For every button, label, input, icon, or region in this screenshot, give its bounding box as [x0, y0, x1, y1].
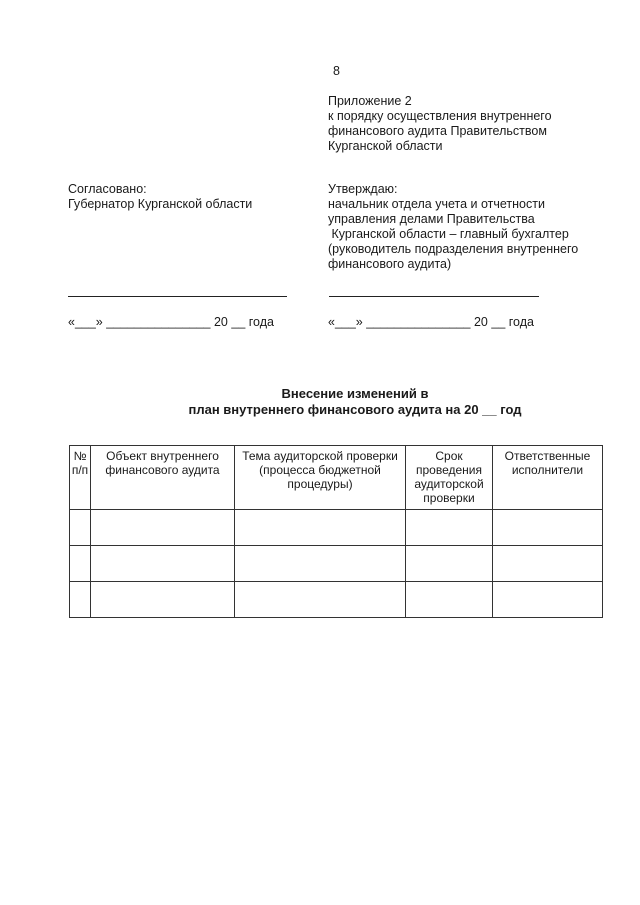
approve-block	[328, 182, 578, 272]
approve-date: «___» _______________ 20 __ года	[328, 315, 534, 329]
approve-signature-line	[329, 296, 539, 297]
table-row	[70, 510, 603, 546]
header-audit-object: Объект внутреннего финансового аудита	[91, 446, 235, 510]
approve-line: финансового аудита)	[328, 257, 452, 271]
title-line-1: Внесение изменений в	[281, 386, 429, 401]
audit-plan-table	[69, 445, 603, 618]
table-cell	[70, 510, 91, 546]
table-row	[70, 582, 603, 618]
table-cell	[235, 546, 406, 582]
appendix-block	[328, 94, 552, 154]
table-header-row	[70, 446, 603, 510]
agreed-block	[68, 182, 252, 212]
header-responsible: Ответственные исполнители	[493, 446, 603, 510]
header-audit-period: Срок проведения аудиторской проверки	[406, 446, 493, 510]
agreed-date: «___» _______________ 20 __ года	[68, 315, 274, 329]
title-line-2: план внутреннего финансового аудита на 20 __ год	[188, 402, 522, 417]
header-audit-topic: Тема аудиторской проверки (процесса бюджетной процедуры)	[235, 446, 406, 510]
table-cell	[91, 510, 235, 546]
table-cell	[493, 546, 603, 582]
appendix-line: Приложение 2	[328, 94, 412, 108]
appendix-line: финансового аудита Правительством	[328, 124, 547, 138]
table-cell	[493, 510, 603, 546]
table-cell	[406, 510, 493, 546]
agreed-heading: Согласовано:	[68, 182, 147, 196]
approve-line: управления делами Правительства	[328, 212, 535, 226]
approve-line: (руководитель подразделения внутреннего	[328, 242, 579, 256]
table-cell	[235, 582, 406, 618]
table-cell	[235, 510, 406, 546]
header-number: № п/п	[70, 446, 91, 510]
agreed-signature-line	[68, 296, 287, 297]
document-title	[130, 386, 580, 418]
appendix-line: к порядку осуществления внутреннего	[328, 109, 552, 123]
approve-line: Курганской области – главный бухгалтер	[328, 227, 569, 241]
table-cell	[70, 582, 91, 618]
appendix-line: Курганской области	[328, 139, 443, 153]
agreed-position: Губернатор Курганской области	[68, 197, 253, 211]
approve-heading: Утверждаю:	[328, 182, 398, 196]
page-number: 8	[333, 64, 340, 78]
table-cell	[91, 582, 235, 618]
approve-line: начальник отдела учета и отчетности	[328, 197, 545, 211]
table-cell	[493, 582, 603, 618]
table-cell	[406, 546, 493, 582]
table-row	[70, 546, 603, 582]
table-cell	[406, 582, 493, 618]
table-cell	[91, 546, 235, 582]
table-cell	[70, 546, 91, 582]
